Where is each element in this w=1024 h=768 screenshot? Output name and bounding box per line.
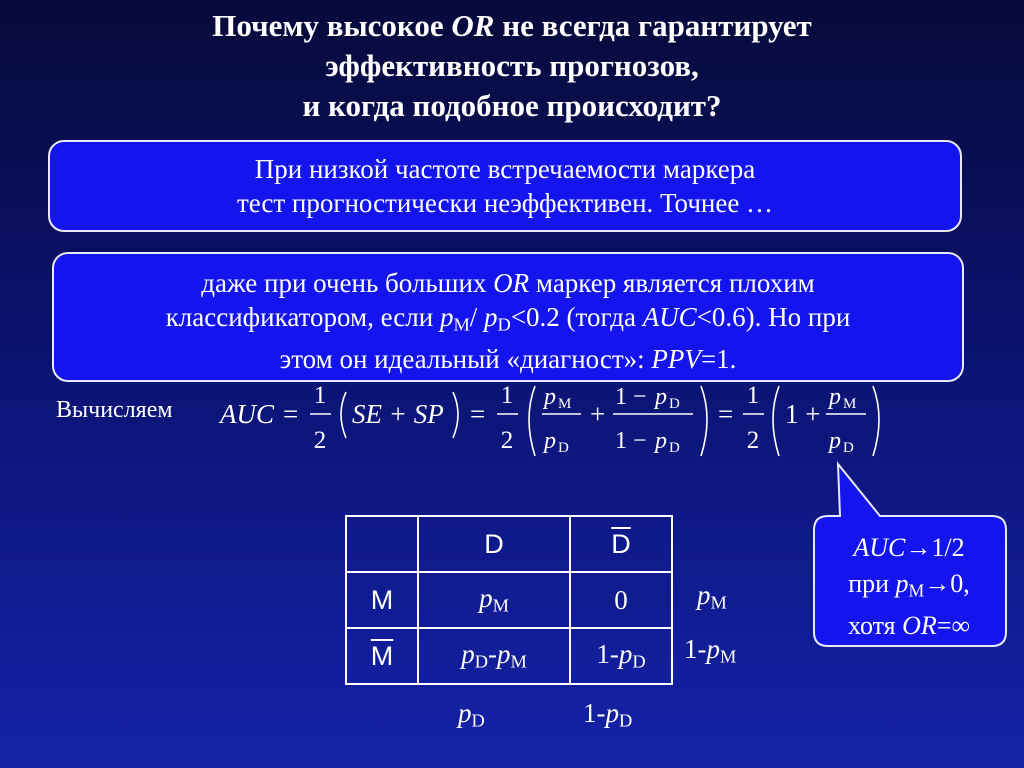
frac-p: p [655, 428, 667, 454]
callout-text-part: →0, [924, 569, 970, 598]
detail-box [52, 252, 964, 382]
callout-text-part: →1/2 [905, 533, 965, 562]
p-symbol: p [697, 580, 711, 610]
callout-text [812, 530, 1006, 644]
formula-den: 2 [746, 427, 760, 454]
detail-line-3 [54, 342, 962, 376]
title-line-1 [0, 6, 1024, 46]
ppv-symbol: PPV [651, 343, 701, 374]
frac-p: p [829, 428, 841, 454]
subscript-d: D [632, 651, 646, 672]
frac-sub: D [558, 440, 569, 456]
detail-text: <0.2 (тогда [510, 302, 643, 332]
slash: / [469, 302, 485, 332]
statement-box [48, 140, 962, 232]
contingency-table [345, 515, 673, 685]
col-total-d [458, 698, 485, 732]
formula-eq: = [718, 399, 734, 429]
frac-p: p [544, 428, 556, 454]
formula-num: 1 [746, 382, 760, 409]
detail-line-2 [54, 300, 962, 342]
header-cell-d: D [418, 516, 570, 572]
subscript-d: D [474, 651, 488, 672]
detail-text: даже при очень больших [201, 268, 494, 298]
frac-one-minus: 1 − [615, 428, 647, 454]
detail-text: этом он идеальный «диагност»: [279, 343, 652, 374]
frac-p: p [544, 384, 556, 410]
detail-text: <0.6). Но при [696, 302, 851, 332]
p-symbol: p [618, 639, 633, 670]
formula-den: 2 [500, 427, 514, 454]
auc-symbol: AUC [853, 533, 906, 562]
paren-left [773, 386, 779, 456]
frac-p: p [655, 384, 667, 410]
p-symbol: p [458, 698, 472, 728]
subscript-d: D [619, 710, 633, 731]
subscript-m: M [908, 580, 925, 601]
frac-sub: D [669, 440, 680, 456]
frac-sub: M [558, 396, 572, 412]
callout-text-part: при [848, 569, 896, 598]
cell-pd-minus-pm [418, 628, 570, 684]
table-row [346, 572, 672, 628]
title-line-2: эффективность прогнозов, [325, 48, 699, 83]
cell-pm [418, 572, 570, 628]
not-d-label: $\overline{D}$ [611, 528, 631, 559]
paren-left [341, 392, 346, 438]
title-or: OR [451, 8, 495, 43]
cell-zero: 0 [570, 572, 672, 628]
callout-line-3 [812, 608, 1006, 644]
calc-label: Вычисляем [56, 397, 173, 423]
formula-plus: + [590, 399, 606, 429]
p-symbol: p [496, 639, 511, 670]
formula-den: 2 [313, 427, 327, 454]
header-cell-not-d [570, 516, 672, 572]
subscript-d: D [471, 710, 485, 731]
subscript-m: M [453, 314, 470, 335]
row-label-not-m [346, 628, 418, 684]
paren-right [701, 386, 707, 456]
statement-line-2: тест прогностически неэффективен. Точнее … [236, 188, 774, 218]
p-symbol: p [439, 302, 454, 332]
frac-sub: D [669, 396, 680, 412]
subscript-m: M [710, 592, 727, 613]
frac-sub: M [843, 396, 857, 412]
formula-auc: AUC [220, 399, 274, 429]
formula-eq: = [283, 399, 299, 429]
p-symbol: p [706, 634, 720, 664]
title-line-3: и когда подобное происходит? [302, 88, 722, 123]
minus: - [487, 639, 497, 670]
subscript-m: M [720, 646, 737, 667]
p-symbol: p [605, 698, 619, 728]
paren-right [873, 386, 879, 456]
p-symbol: p [484, 302, 498, 332]
frac-sub: D [843, 440, 854, 456]
formula-se-sp: SE + SP [352, 399, 444, 429]
col-total-not-d [583, 698, 632, 732]
formula-num: 1 [313, 382, 327, 409]
detail-or: OR [493, 268, 530, 298]
detail-line-1 [54, 266, 962, 300]
table-row [346, 628, 672, 684]
title-text: Почему высокое [212, 8, 452, 43]
frac-p: p [829, 384, 841, 410]
subscript-m: M [510, 651, 527, 672]
cell-one-minus-pd [570, 628, 672, 684]
p-symbol: p [461, 639, 475, 670]
one-minus: 1- [684, 634, 707, 664]
subscript-d: D [497, 314, 511, 335]
one-minus: 1- [583, 698, 606, 728]
callout-line-2 [812, 566, 1006, 608]
slide-title [0, 6, 1024, 126]
paren-left [529, 386, 535, 456]
formula-num: 1 [500, 382, 514, 409]
title-text-2: не всегда гарантирует [494, 8, 812, 43]
formula-eq: = [470, 399, 486, 429]
row-total-m [697, 580, 727, 614]
or-symbol: OR [902, 611, 937, 641]
paren-right [453, 392, 458, 438]
callout-text-part: хотя [847, 611, 903, 641]
callout-line-1 [812, 530, 1006, 566]
p-symbol: p [479, 583, 493, 614]
callout-text-part: =∞ [936, 611, 971, 641]
frac-one-minus: 1 − [615, 384, 647, 410]
auc-formula [215, 380, 895, 470]
header-cell-empty [346, 516, 418, 572]
row-total-not-m [684, 634, 736, 668]
table-header-row [346, 516, 672, 572]
subscript-m: M [492, 595, 509, 616]
formula-one-plus: 1 + [785, 399, 821, 429]
statement-line-1: При низкой частоте встречаемости маркера [254, 154, 756, 184]
not-m-label: $\overline{M}$ [370, 640, 394, 671]
auc-symbol: AUC [642, 302, 697, 332]
p-symbol: p [895, 569, 909, 598]
row-label-m: M [346, 572, 418, 628]
detail-text: =1. [700, 343, 737, 374]
detail-text: маркер является плохим [529, 268, 815, 298]
one-minus: 1- [596, 639, 619, 670]
detail-text: классификатором, если [165, 302, 440, 332]
